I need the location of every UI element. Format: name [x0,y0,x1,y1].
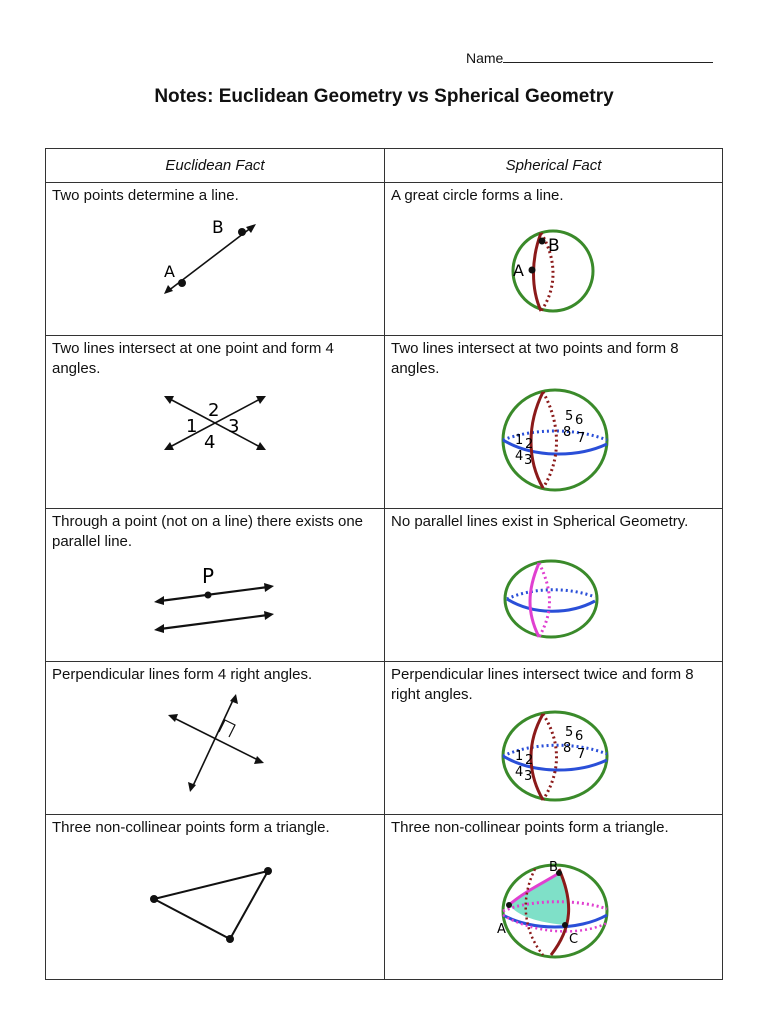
sphere-cell [385,336,723,509]
sphere-cell [385,662,723,815]
column-header-euclidean: Euclidean Fact [46,149,385,183]
angle-label: 7 [577,747,586,762]
table-row [46,662,723,815]
angle-label: 3 [524,453,533,468]
point-label: A [164,262,175,281]
sphere-fact-text: A great circle forms a line. [391,187,564,204]
two-great-circles-figure [493,384,617,496]
sphere-cell [385,183,723,336]
angle-label: 8 [563,741,572,756]
sphere-fact-text: Perpendicular lines intersect twice and form 8 right angles. [391,666,694,703]
euclid-cell [46,662,385,815]
angle-label: 3 [228,416,240,437]
angle-label: 5 [565,409,574,424]
angle-label: 4 [515,765,524,780]
sphere-fact-text: Three non-collinear points form a triangle. [391,819,669,836]
page-title: Notes: Euclidean Geometry vs Spherical Geometry [154,86,614,107]
angle-label: 1 [515,433,524,448]
angle-label: 2 [525,753,534,768]
angle-label: 2 [525,437,534,452]
angle-label: 6 [575,413,584,428]
angle-label: 2 [208,400,220,421]
column-header-spherical: Spherical Fact [385,149,723,183]
no-parallel-sphere-figure [499,557,609,643]
angle-label: 1 [515,749,524,764]
sphere-fact-text: Two lines intersect at two points and form 8 angles. [391,340,679,377]
name-field[interactable] [466,48,713,66]
angle-label: 3 [524,769,533,784]
intersecting-lines-figure [156,386,276,466]
euclid-fact-text: Two points determine a line. [52,187,239,204]
vertex-label: B [549,861,558,875]
great-circle-figure [495,219,615,319]
euclid-fact-text: Three non-collinear points form a triangle. [52,819,330,836]
spherical-triangle-figure [495,861,615,961]
point-label: A [513,261,524,280]
euclid-cell [46,183,385,336]
vertex-label: C [569,932,579,947]
table-row [46,815,723,980]
table-row [46,336,723,509]
name-blank-line[interactable] [503,48,713,63]
angle-label: 6 [575,729,584,744]
sphere-fact-text: No parallel lines exist in Spherical Geometry. [391,513,689,530]
point-label: P [202,564,215,588]
perpendicular-lines-figure [162,692,272,796]
euclid-fact-text: Through a point (not on a line) there exists one parallel line. [52,513,364,550]
angle-label: 7 [577,431,586,446]
euclid-fact-text: Perpendicular lines form 4 right angles. [52,666,313,683]
vertex-label: A [497,922,506,937]
facts-table [45,148,723,980]
triangle-figure [146,865,276,949]
euclid-cell [46,336,385,509]
table-row [46,509,723,662]
angle-label: 8 [563,425,572,440]
angle-label: 4 [515,449,524,464]
point-label: B [212,218,224,238]
table-row [46,183,723,336]
euclid-cell [46,815,385,980]
sphere-cell [385,815,723,980]
parallel-lines-figure [150,563,280,637]
point-label: B [548,236,560,256]
euclid-cell [46,509,385,662]
euclid-fact-text: Two lines intersect at one point and form 4 angles. [52,340,334,377]
angle-label: 5 [565,725,574,740]
sphere-cell [385,509,723,662]
angle-label: 4 [204,432,216,453]
table-header-row [46,149,723,183]
angle-label: 1 [186,416,198,437]
perpendicular-great-circles-figure [493,708,617,804]
name-label: Name [466,50,504,66]
line-through-two-points-figure [156,211,266,301]
